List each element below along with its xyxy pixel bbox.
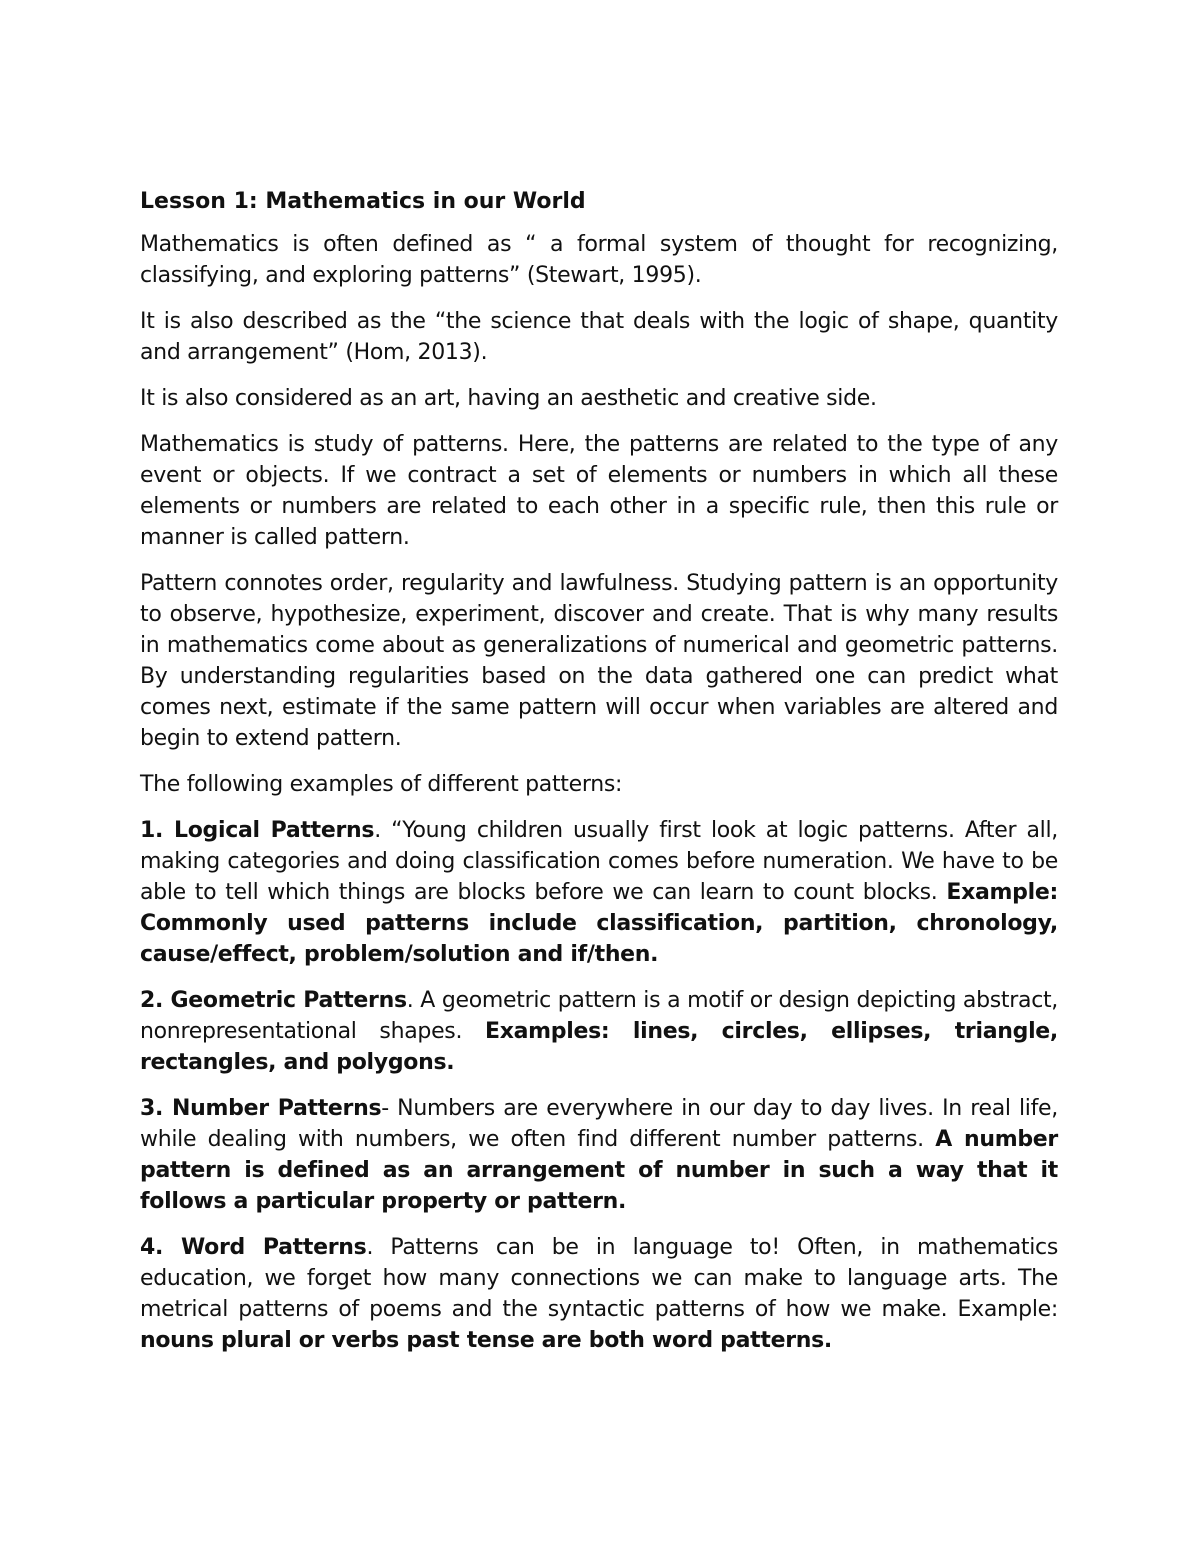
paragraph-art: It is also considered as an art, having an aesthetic and creative side. (140, 386, 877, 411)
paragraph-definition: Mathematics is often defined as “ a formal system of thought for recognizing, classifying, and exploring patterns” (Stewart, 1995). (140, 232, 1058, 288)
pattern-geometric-text: . A geometric pattern is a motif or design depicting abstract, nonrepresentational shapes. (140, 988, 1059, 1044)
pattern-word-example: nouns plural or verbs past tense are both word patterns. (140, 1328, 832, 1353)
pattern-word-title: 4. Word Patterns (140, 1235, 367, 1260)
pattern-geometric-title: 2. Geometric Patterns (140, 988, 407, 1013)
pattern-geometric-example: Examples: lines, circles, ellipses, triangle, rectangles, and polygons. (140, 1019, 1058, 1075)
pattern-word (140, 1232, 1058, 1356)
document-page (140, 186, 1058, 1371)
pattern-logical (140, 815, 1058, 970)
pattern-logical-text: . “Young children usually first look at logic patterns. After all, making categories and doing classification comes before numeration. We have to be able to tell which things are blocks before we can learn to count blocks. (140, 818, 1058, 905)
pattern-logical-title: 1. Logical Patterns (140, 818, 375, 843)
pattern-geometric (140, 985, 1058, 1078)
paragraph-science: It is also described as the “the science that deals with the logic of shape, quantity and arrangement” (Hom, 2013). (140, 309, 1058, 365)
pattern-number-text: - Numbers are everywhere in our day to day lives. In real life, while dealing with numbers, we often find different number patterns. (140, 1096, 1058, 1152)
paragraph-study-of-patterns: Mathematics is study of patterns. Here, the patterns are related to the type of any event or objects. If we contract a set of elements or numbers in which all these elements or numbers are related to each other in a specific rule, then this rule or manner is called pattern. (140, 432, 1058, 550)
pattern-number-definition: A number pattern is defined as an arrangement of number in such a way that it follows a particular property or pattern. (140, 1127, 1058, 1214)
pattern-logical-example: Example: Commonly used patterns include classification, partition, chronology, cause/effect, problem/solution and if/then. (140, 880, 1058, 967)
pattern-number (140, 1093, 1058, 1217)
paragraph-examples-intro: The following examples of different patterns: (140, 772, 623, 797)
pattern-number-title: 3. Number Patterns (140, 1096, 382, 1121)
paragraph-pattern-connotes: Pattern connotes order, regularity and lawfulness. Studying pattern is an opportunity to observe, hypothesize, experiment, discover and create. That is why many results in mathematics come about as generalizations of numerical and geometric patterns. By understanding regularities based on the data gathered one can predict what comes next, estimate if the same pattern will occur when variables are altered and begin to extend pattern. (140, 571, 1058, 751)
pattern-word-text: . Patterns can be in language to! Often, in mathematics education, we forget how many connections we can make to language arts. The metrical patterns of poems and the syntactic patterns of how we make. Example: (140, 1235, 1058, 1322)
lesson-title: Lesson 1: Mathematics in our World (140, 189, 586, 214)
